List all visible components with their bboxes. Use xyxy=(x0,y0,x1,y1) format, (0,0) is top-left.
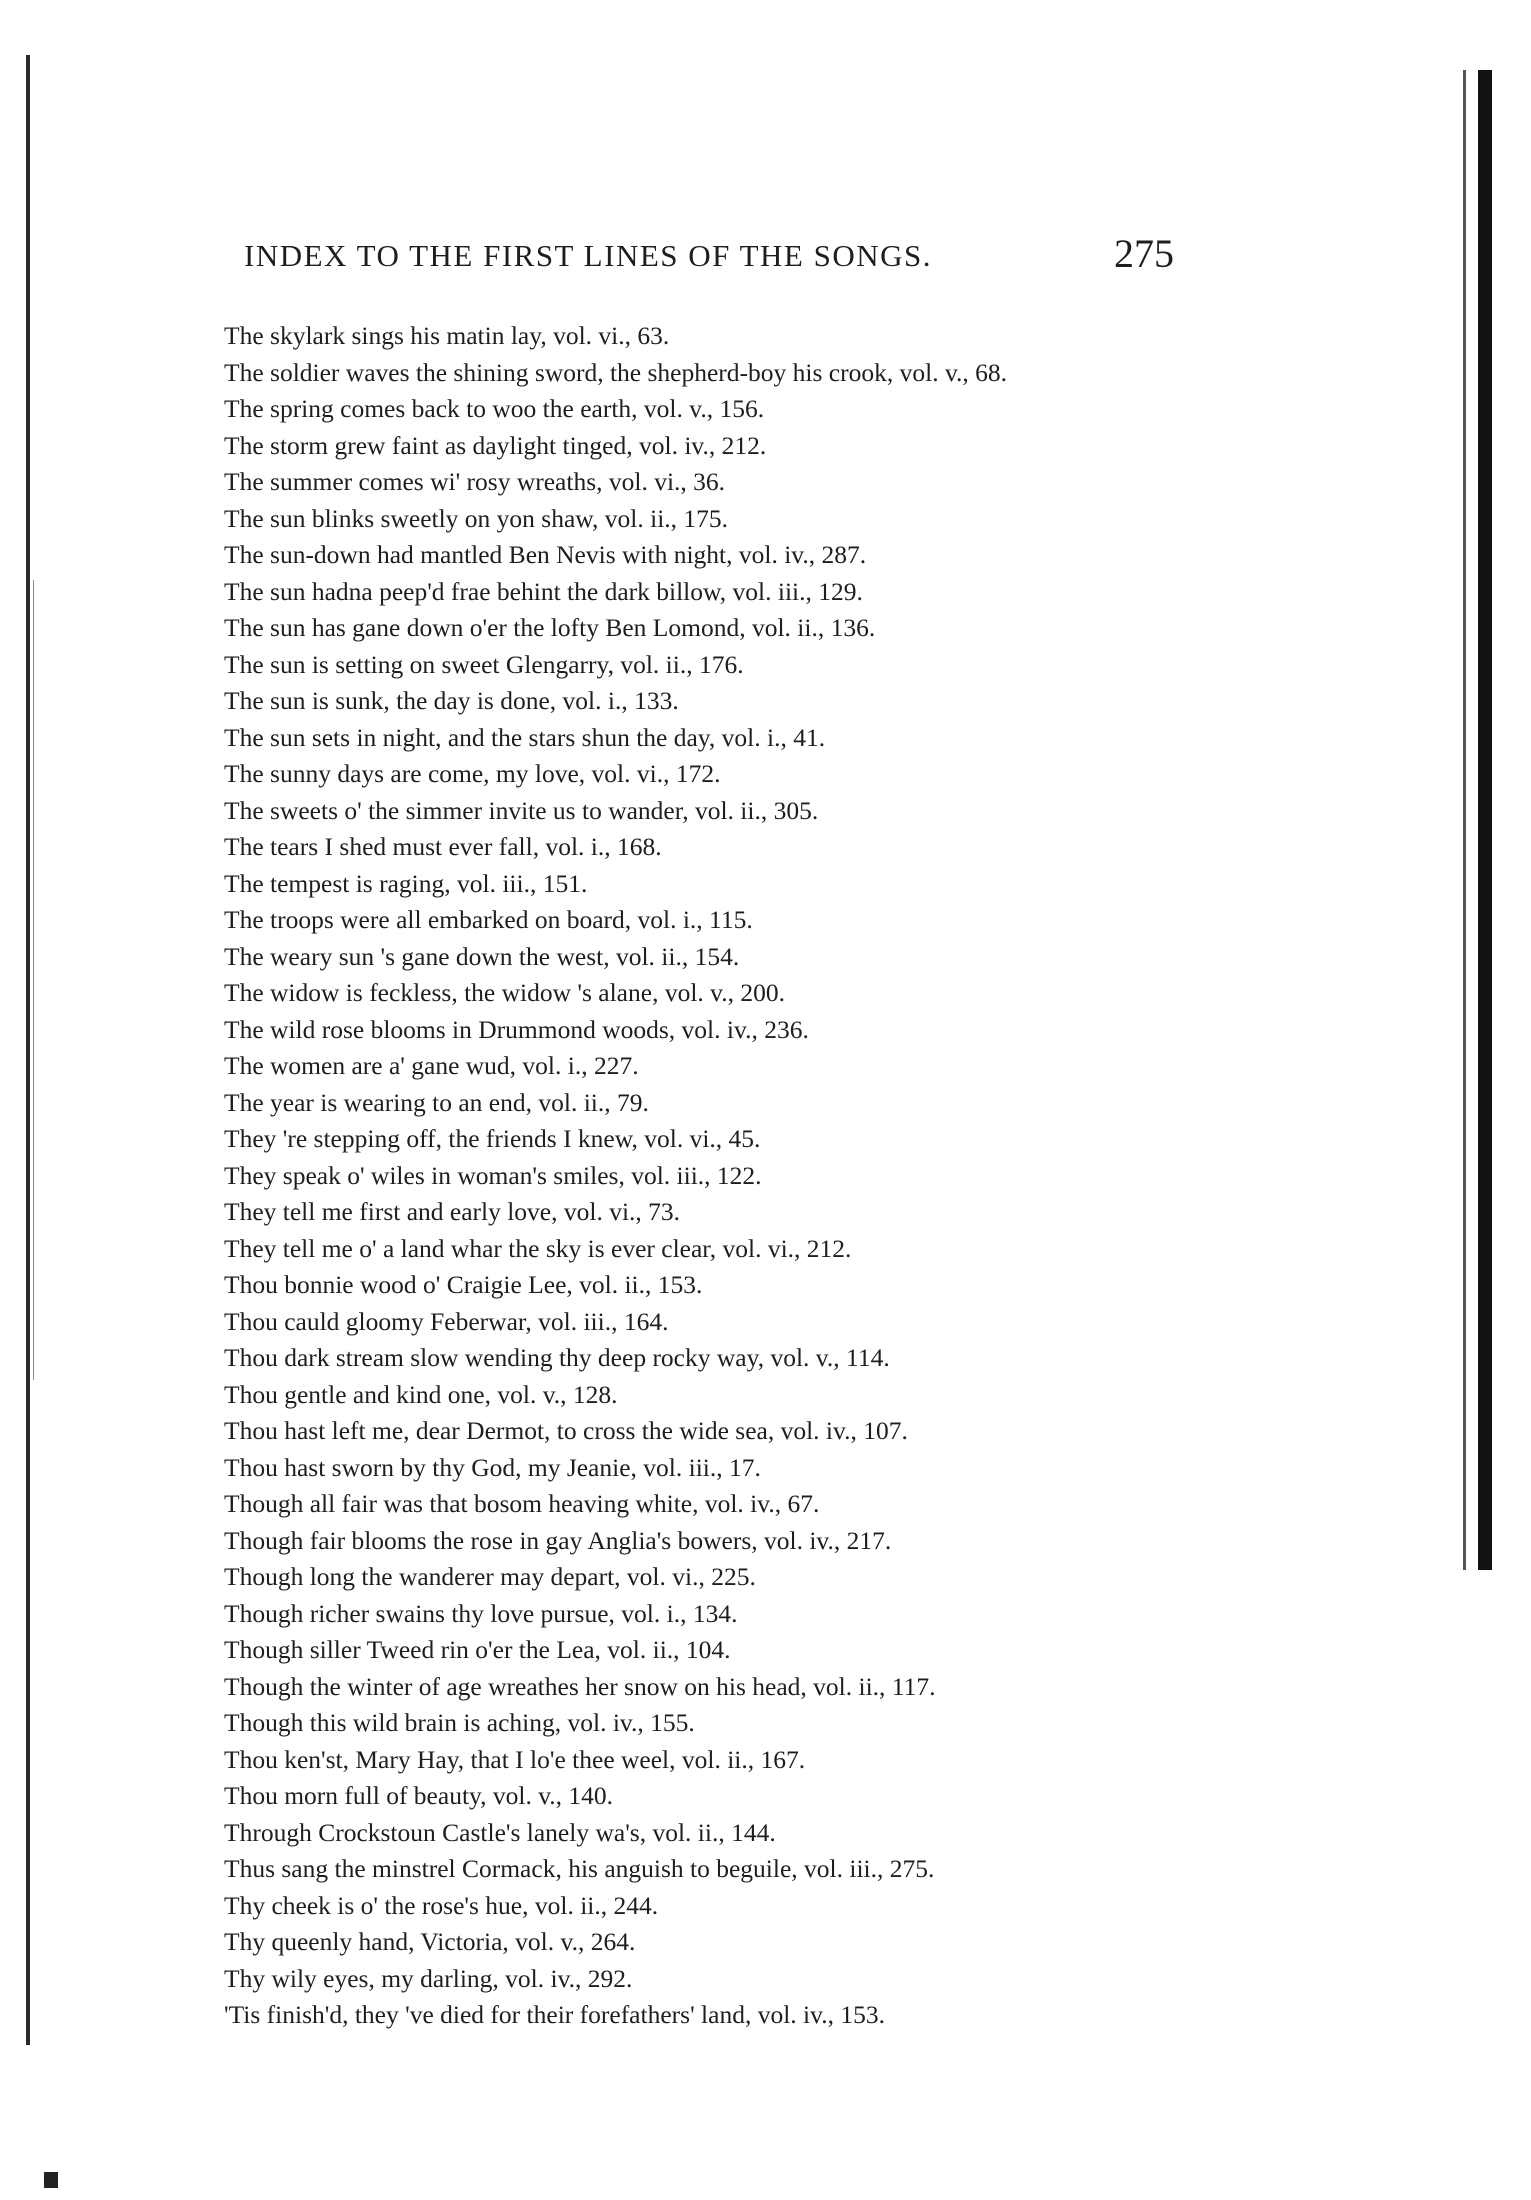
index-entry: 'Tis finish'd, they 've died for their forefathers' land, vol. iv., 153. xyxy=(224,2000,885,2029)
index-entry: Thou gentle and kind one, vol. v., 128. xyxy=(224,1379,618,1409)
page-title: INDEX TO THE FIRST LINES OF THE SONGS. xyxy=(244,238,932,273)
index-entry: Thou cauld gloomy Feberwar, vol. iii., 164. xyxy=(224,1306,669,1336)
index-entry: They tell me o' a land whar the sky is ever clear, vol. vi., 212. xyxy=(224,1233,852,1263)
index-entry: The sun hadna peep'd frae behint the dark billow, vol. iii., 129. xyxy=(224,576,863,606)
left-margin-mark xyxy=(33,580,34,1380)
index-entry: Thou ken'st, Mary Hay, that I lo'e thee weel, vol. ii., 167. xyxy=(224,1744,806,1774)
index-entry: Though all fair was that bosom heaving white, vol. iv., 67. xyxy=(224,1489,820,1518)
index-entry: The women are a' gane wud, vol. i., 227. xyxy=(224,1051,639,1080)
index-entry: The widow is feckless, the widow 's alane, vol. v., 200. xyxy=(224,978,785,1007)
index-entry: Thy queenly hand, Victoria, vol. v., 264. xyxy=(224,1927,636,1956)
index-entry: Though fair blooms the rose in gay Anglia's bowers, vol. iv., 217. xyxy=(224,1525,892,1555)
index-entry: The year is wearing to an end, vol. ii., 79. xyxy=(224,1087,649,1117)
index-entry: The sun sets in night, and the stars shun the day, vol. i., 41. xyxy=(224,722,826,752)
index-entry: The spring comes back to woo the earth, vol. v., 156. xyxy=(224,394,765,423)
index-entry: Thy wily eyes, my darling, vol. iv., 292. xyxy=(224,1963,633,1993)
index-entry: Thy cheek is o' the rose's hue, vol. ii., 244. xyxy=(224,1890,659,1920)
index-entry: The skylark sings his matin lay, vol. vi., 63. xyxy=(224,321,670,350)
index-entry: The storm grew faint as daylight tinged, vol. iv., 212. xyxy=(224,430,767,460)
index-entry: They tell me first and early love, vol. vi., 73. xyxy=(224,1197,681,1226)
index-entry: Thou hast sworn by thy God, my Jeanie, vol. iii., 17. xyxy=(224,1452,761,1482)
index-entry: Though siller Tweed rin o'er the Lea, vol. ii., 104. xyxy=(224,1635,731,1664)
running-head xyxy=(244,230,1174,278)
right-binding-edge xyxy=(1478,70,1492,1570)
index-entry: Thou bonnie wood o' Craigie Lee, vol. ii., 153. xyxy=(224,1270,703,1299)
index-entry: Though this wild brain is aching, vol. iv., 155. xyxy=(224,1708,695,1737)
index-entry: They 're stepping off, the friends I knew, vol. vi., 45. xyxy=(224,1124,761,1153)
index-entry: The tempest is raging, vol. iii., 151. xyxy=(224,868,588,898)
index-entry: The sunny days are come, my love, vol. vi., 172. xyxy=(224,759,721,788)
index-entry: Though long the wanderer may depart, vol. vi., 225. xyxy=(224,1562,756,1591)
index-entry: Thus sang the minstrel Cormack, his anguish to beguile, vol. iii., 275. xyxy=(224,1854,935,1883)
index-entries-list xyxy=(224,318,1264,2034)
index-entry: The troops were all embarked on board, vol. i., 115. xyxy=(224,905,753,934)
page-number: 275 xyxy=(1114,231,1174,276)
index-entry: The sun is setting on sweet Glengarry, vol. ii., 176. xyxy=(224,649,744,679)
index-entry: They speak o' wiles in woman's smiles, vol. iii., 122. xyxy=(224,1160,762,1190)
index-entry: The sweets o' the simmer invite us to wander, vol. ii., 305. xyxy=(224,795,819,825)
index-entry: Though the winter of age wreathes her snow on his head, vol. ii., 117. xyxy=(224,1671,936,1701)
index-entry: The soldier waves the shining sword, the shepherd-boy his crook, vol. v., 68. xyxy=(224,357,1008,387)
index-entry: Though richer swains thy love pursue, vol. i., 134. xyxy=(224,1598,738,1628)
index-entry: The sun-down had mantled Ben Nevis with night, vol. iv., 287. xyxy=(224,540,867,569)
index-entry: The sun is sunk, the day is done, vol. i., 133. xyxy=(224,686,679,715)
left-binding-edge xyxy=(26,55,30,2045)
index-entry: The wild rose blooms in Drummond woods, vol. iv., 236. xyxy=(224,1014,809,1044)
index-entry: Thou hast left me, dear Dermot, to cross the wide sea, vol. iv., 107. xyxy=(224,1416,908,1445)
index-entry: The weary sun 's gane down the west, vol. ii., 154. xyxy=(224,941,740,971)
index-entry: The sun has gane down o'er the lofty Ben Lomond, vol. ii., 136. xyxy=(224,613,876,642)
index-entry: Thou morn full of beauty, vol. v., 140. xyxy=(224,1781,614,1810)
right-margin-line xyxy=(1463,70,1466,1570)
corner-ink-mark xyxy=(44,2172,58,2188)
index-entry: Through Crockstoun Castle's lanely wa's, vol. ii., 144. xyxy=(224,1817,776,1847)
index-entry: The summer comes wi' rosy wreaths, vol. vi., 36. xyxy=(224,467,726,496)
index-entry: Thou dark stream slow wending thy deep rocky way, vol. v., 114. xyxy=(224,1343,890,1372)
index-entry: The tears I shed must ever fall, vol. i., 168. xyxy=(224,832,662,861)
index-entry: The sun blinks sweetly on yon shaw, vol. ii., 175. xyxy=(224,503,729,533)
